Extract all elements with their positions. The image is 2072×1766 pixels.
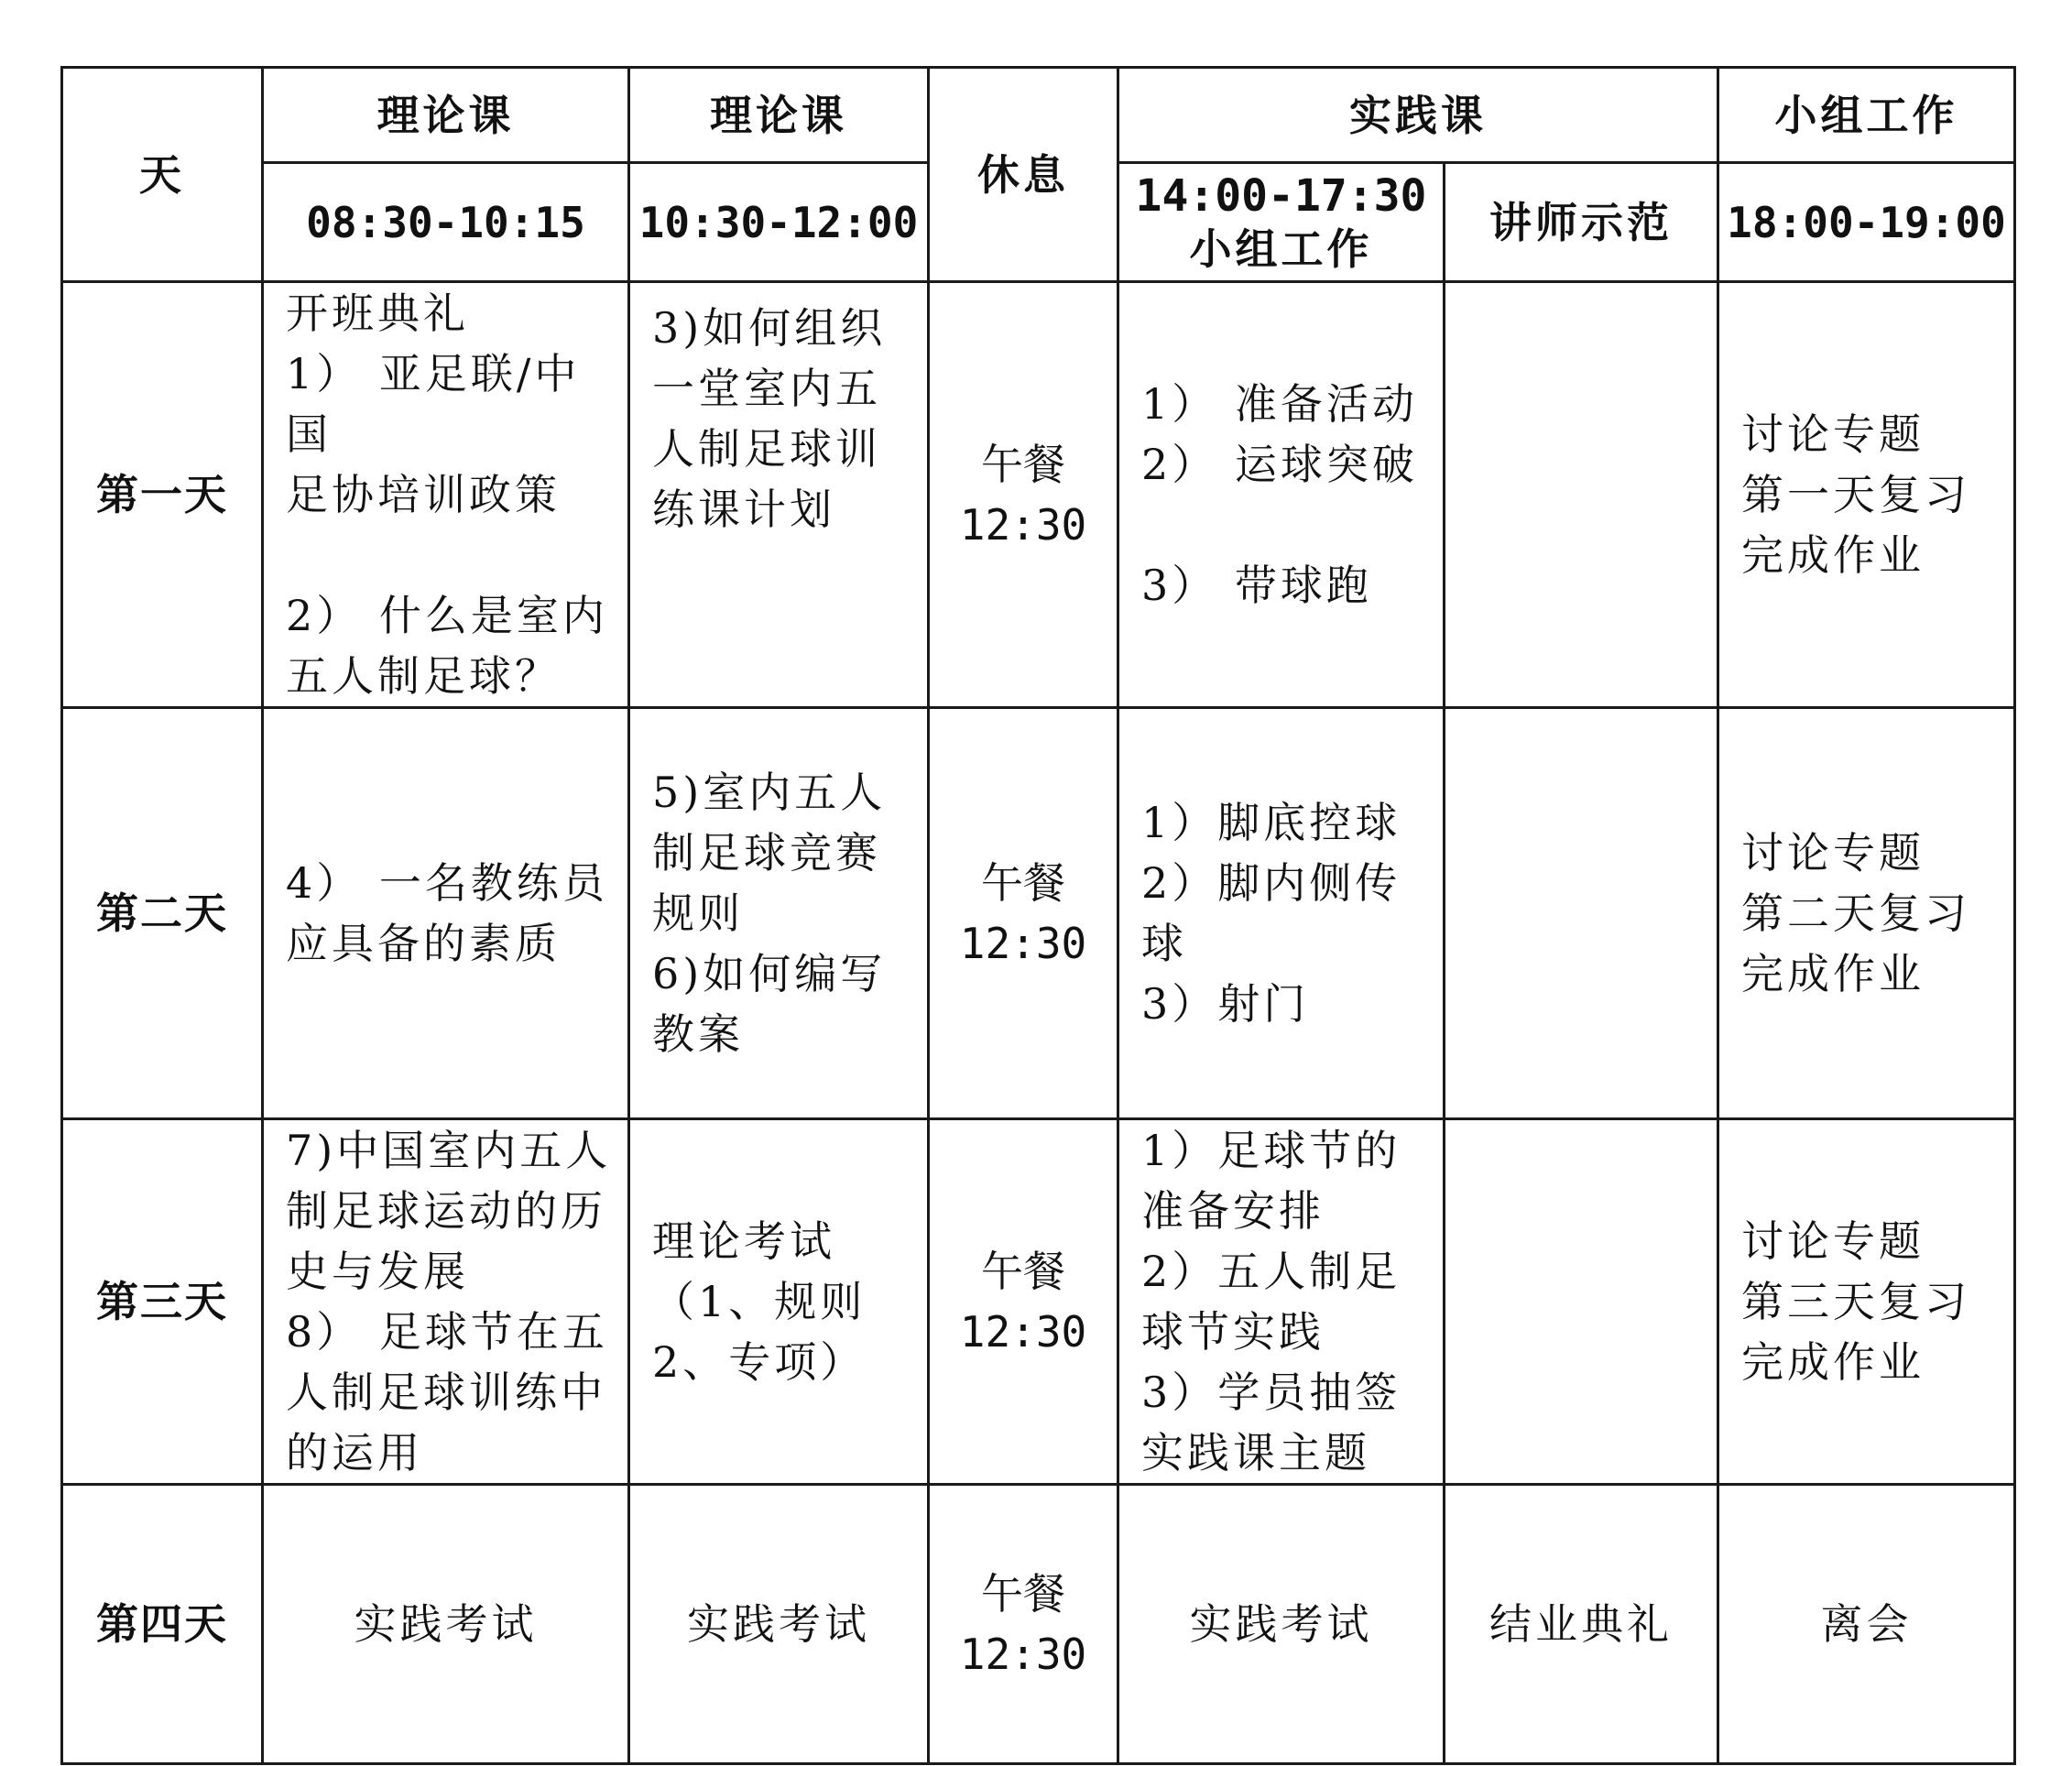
theory-2-line: 规则 [652,888,744,938]
lunch-time: 12:30 [959,1630,1087,1679]
theory-1-cell [263,1119,629,1485]
practice-line: 3） 带球跑 [1141,561,1372,610]
theory-1-cell [263,282,629,708]
theory-1-line: 足协培训政策 [286,470,561,519]
group-cell [1718,282,2015,708]
theory-1-line: 人制足球训练中 [286,1368,606,1417]
theory-2-line: 5)室内五人 [652,768,887,817]
theory-2-cell [629,282,929,708]
day-label: 第二天 [62,708,263,1119]
practice-cell [1118,282,1445,708]
row-day-3 [62,1119,2015,1485]
demo-cell [1445,708,1718,1119]
theory-2-cell: 实践考试 [629,1485,929,1764]
header-day: 天 [62,68,263,282]
practice-line: 1）脚底控球 [1141,798,1401,847]
lunch-label: 午餐 [981,858,1065,908]
practice-spacer [1141,495,1435,555]
group-line: 完成作业 [1741,530,1925,580]
header-theory-1-time: 08:30-10:15 [263,163,629,282]
practice-line: 实践课主题 [1141,1428,1370,1477]
group-line: 完成作业 [1741,1337,1925,1387]
theory-2-line: 教案 [652,1009,744,1059]
theory-2-line: 制足球竞赛 [652,828,881,878]
lunch-time: 12:30 [959,500,1087,550]
lunch-cell [929,1119,1118,1485]
lunch-label: 午餐 [981,1247,1065,1296]
practice-line: 2） 运球突破 [1141,440,1418,489]
practice-cell [1118,708,1445,1119]
theory-1-spacer [286,525,620,585]
theory-2-line: 3)如何组织 [652,303,887,353]
group-cell [1718,1119,2015,1485]
practice-line: 球节实践 [1141,1307,1325,1357]
lunch-time: 12:30 [959,1307,1087,1357]
practice-cell: 实践考试 [1118,1485,1445,1764]
header-theory-2-time: 10:30-12:00 [629,163,929,282]
theory-1-line: 8） 足球节在五 [286,1307,608,1357]
group-line: 第二天复习 [1741,888,1970,938]
demo-cell [1445,1119,1718,1485]
group-line: 第一天复习 [1741,470,1970,519]
group-line: 完成作业 [1741,949,1925,998]
group-line: 讨论专题 [1741,828,1925,878]
theory-1-line: 开班典礼 [286,289,469,338]
theory-1-cell [263,708,629,1119]
lunch-time: 12:30 [959,919,1087,968]
theory-1-line: 五人制足球？ [286,651,561,701]
theory-1-line: 制足球运动的历 [286,1186,606,1236]
theory-2-line: 理论考试 [652,1216,835,1266]
header-group-work: 小组工作 [1718,68,2015,163]
day-label: 第三天 [62,1119,263,1485]
lunch-label: 午餐 [981,1569,1065,1619]
theory-2-line: 2、专项） [652,1337,867,1387]
header-row-titles [62,68,2015,163]
practice-line: 3）学员抽签 [1141,1368,1401,1417]
practice-line: 3）射门 [1141,979,1310,1029]
practice-line: 准备安排 [1141,1186,1325,1236]
theory-2-cell [629,1119,929,1485]
header-rest: 休息 [929,68,1118,282]
theory-1-line: 4） 一名教练员 [286,858,608,908]
practice-line: 2）脚内侧传 [1141,858,1401,908]
theory-2-line: 一堂室内五 [652,364,881,413]
group-line: 讨论专题 [1741,1216,1925,1266]
group-cell [1718,708,2015,1119]
header-group-time: 18:00-19:00 [1718,163,2015,282]
theory-1-line: 的运用 [286,1428,423,1477]
header-practice-sub: 小组工作 [1189,223,1373,274]
header-practice-time: 14:00-17:30 [1135,169,1427,222]
row-day-2 [62,708,2015,1119]
theory-2-line: 人制足球训 [652,424,881,474]
theory-2-line: （1、规则 [652,1277,867,1326]
theory-1-line: 1） 亚足联/中国 [286,349,581,459]
practice-line: 1） 准备活动 [1141,379,1418,429]
lunch-cell [929,1485,1118,1764]
practice-line: 球 [1141,919,1187,968]
theory-2-line: 6)如何编写 [652,949,887,998]
theory-1-cell: 实践考试 [263,1485,629,1764]
theory-1-line: 7)中国室内五人 [286,1126,612,1175]
lunch-cell [929,708,1118,1119]
header-demo: 讲师示范 [1445,163,1718,282]
practice-cell [1118,1119,1445,1485]
theory-2-line: 练课计划 [652,485,835,534]
row-day-1 [62,282,2015,708]
header-theory-1: 理论课 [263,68,629,163]
demo-cell [1445,282,1718,708]
group-cell: 离会 [1718,1485,2015,1764]
theory-1-line: 史与发展 [286,1247,469,1296]
group-line: 第三天复习 [1741,1277,1970,1326]
theory-1-line: 应具备的素质 [286,919,561,968]
theory-1-line: 2） 什么是室内 [286,591,608,640]
day-label: 第四天 [62,1485,263,1764]
demo-cell: 结业典礼 [1445,1485,1718,1764]
practice-line: 1）足球节的 [1141,1126,1401,1175]
header-practice: 实践课 [1118,68,1718,163]
lunch-label: 午餐 [981,440,1065,489]
header-practice-time-cell [1118,163,1445,282]
header-theory-2: 理论课 [629,68,929,163]
schedule-table [60,66,2016,1765]
practice-line: 2）五人制足 [1141,1247,1401,1296]
row-day-4 [62,1485,2015,1764]
group-line: 讨论专题 [1741,409,1925,459]
lunch-cell [929,282,1118,708]
day-label: 第一天 [62,282,263,708]
theory-2-cell [629,708,929,1119]
